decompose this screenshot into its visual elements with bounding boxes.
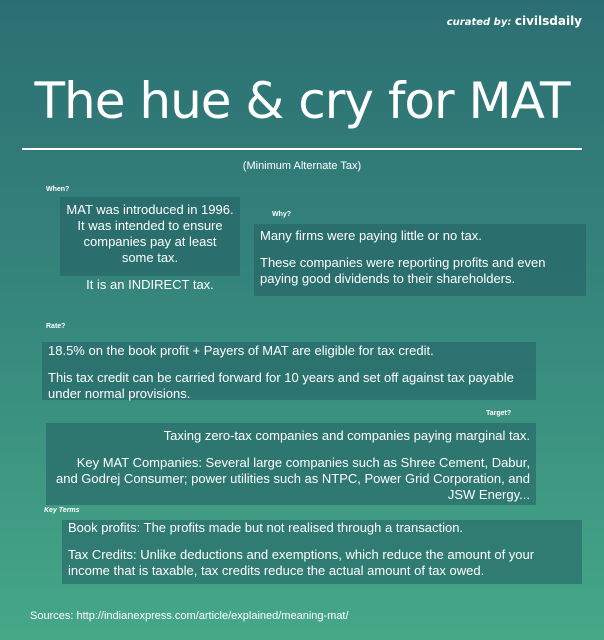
brand-name: civilsdaily [514, 14, 582, 28]
page-subtitle: (Minimum Alternate Tax) [242, 160, 362, 172]
section-box-rate [42, 342, 536, 400]
terms-text-1: Book profits: The profits made but not realised through a transaction. [68, 520, 464, 535]
section-label-terms: Key Terms [44, 507, 80, 514]
curated-prefix: curated by: [446, 17, 512, 28]
section-box-why [254, 224, 586, 296]
when-text-1: MAT was introduced in 1996. It was intended to ensure companies pay at least some tax. [66, 202, 234, 265]
section-label-rate: Rate? [46, 323, 66, 330]
section-box-terms [62, 520, 582, 584]
section-box-target [46, 423, 536, 505]
why-text-2: These companies were reporting profits and even paying good dividends to their shareholders. [260, 255, 546, 286]
target-text-1: Taxing zero-tax companies and companies paying marginal tax. [163, 428, 530, 443]
title-divider [22, 148, 582, 150]
when-text-2: It is an INDIRECT tax. [86, 277, 214, 292]
page-title: The hue & cry for MAT [34, 72, 570, 130]
terms-text-2: Tax Credits: Unlike deductions and exemptions, which reduce the amount of your income that is taxable, tax credits reduce the actual amount of tax owed. [68, 547, 535, 578]
why-text-1: Many firms were paying little or no tax. [260, 228, 482, 243]
section-label-target: Target? [486, 410, 512, 417]
sources-link[interactable]: Sources: http://indianexpress.com/article/explained/meaning-mat/ [30, 610, 349, 622]
target-text-2: Key MAT Companies: Several large companies such as Shree Cement, Dabur, and Godrej Consumer; power utilities such as NTPC, Power Grid Corporation, and JSW Energy... [56, 455, 530, 502]
rate-text-2: This tax credit can be carried forward for 10 years and set off against tax payable under normal provisions. [48, 370, 514, 401]
section-box-when [60, 197, 240, 292]
section-label-why: Why? [272, 211, 292, 218]
section-label-when: When? [46, 186, 70, 193]
rate-text-1: 18.5% on the book profit + Payers of MAT are eligible for tax credit. [48, 343, 434, 358]
curated-by-credit [447, 14, 582, 28]
